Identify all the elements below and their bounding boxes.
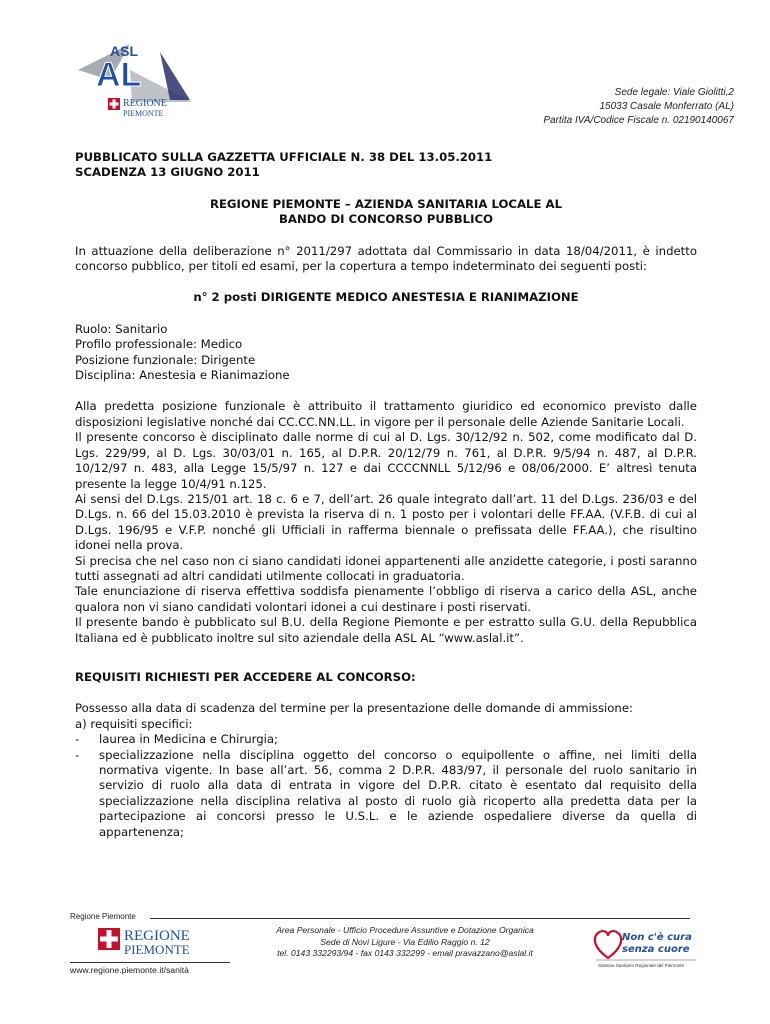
regione-piemonte-logo — [96, 924, 210, 958]
title-line-1: REGIONE PIEMONTE – AZIENDA SANITARIA LOCALE AL — [209, 196, 563, 211]
svg-text:Sistema Sanitario Regionale de: Sistema Sanitario Regionale del Piemonte — [598, 963, 685, 968]
publication-gazzetta: PUBBLICATO SULLA GAZZETTA UFFICIALE N. 38 DEL 13.05.2011 — [75, 150, 493, 164]
body-paragraph-4: Si precisa che nel caso non ci siano candidati idonei appartenenti alle anzidette categorie, i posti saranno tutti assegnati ad altri candidati utilmente collocati in graduatoria. — [75, 553, 697, 583]
sede-legale — [434, 86, 734, 128]
svg-text:PIEMONTE: PIEMONTE — [123, 109, 164, 118]
footer-address: Sede di Novi Ligure - Via Edilio Raggio n. 12 — [320, 936, 490, 947]
footer-url: www.regione.piemonte.it/sanità — [70, 962, 230, 975]
svg-text:senza cuore: senza cuore — [622, 944, 690, 955]
heart-icon — [595, 931, 621, 958]
sede-partita-iva: Partita IVA/Codice Fiscale n. 02190140067 — [543, 115, 734, 126]
svg-text:PIEMONTE: PIEMONTE — [124, 942, 190, 957]
body-paragraph-3: Ai sensi del D.Lgs. 215/01 art. 18 c. 6 e 7, dell’art. 26 quale integrato dall’art. 11 del D.Lgs. 236/03 e del D.Lgs. n. 66 del 15.03.2010 è prevista la riserva di n. 1 posto per i volontari delle FF.AA. (V.F.B. di cui al D.Lgs. 196/95 e V.F.P. nonché gli Ufficiali in rafferma biennale o prefissata delle FF.AA.), che risultino idonei nella prova. — [75, 491, 697, 553]
footer-contacts — [230, 925, 580, 960]
role-posizione: Posizione funzionale: Dirigente — [75, 352, 256, 367]
footer-office: Area Personale - Ufficio Procedure Assuntive e Dotazione Organica — [276, 925, 534, 935]
list-item: - laurea in Medicina e Chirurgia; — [75, 732, 697, 747]
body-paragraph-1: Alla predetta posizione funzionale è attribuito il trattamento giuridico ed economico previsto dalle disposizioni legislative nonché dai CC.CC.NN.LL. in vigore per il personale delle Aziende Sanitarie Locali. — [75, 399, 697, 429]
posts-title: n° 2 posti DIRIGENTE MEDICO ANESTESIA E RIANIMAZIONE — [193, 290, 579, 305]
role-profilo: Profilo professionale: Medico — [75, 337, 243, 352]
heart-slogan-logo — [590, 924, 700, 970]
sede-city: 15033 Casale Monferrato (AL) — [599, 101, 734, 112]
role-disciplina: Disciplina: Anestesia e Rianimazione — [75, 368, 290, 383]
requirements-heading: REQUISITI RICHIESTI PER ACCEDERE AL CONCORSO: — [75, 669, 416, 684]
svg-text:AL: AL — [96, 56, 142, 94]
body-paragraph-6: Il presente bando è pubblicato sul B.U. della Regione Piemonte e per estratto sulla G.U. della Repubblica Italiana ed è pubblicato inoltre sul sito aziendale della ASL AL “www.aslal.it”. — [75, 615, 697, 645]
publication-deadline: SCADENZA 13 GIUGNO 2011 — [75, 165, 260, 180]
requirements-sub-a: a) requisiti specifici: — [75, 716, 193, 731]
sede-address: Sede legale: Viale Giolitti,2 — [614, 87, 734, 98]
svg-text:ASL: ASL — [110, 43, 138, 59]
svg-text:Non c'è cura: Non c'è cura — [622, 932, 692, 943]
body-paragraph-5: Tale enunciazione di riserva effettiva soddisfa pienamente l’obbligo di riserva a carico della ASL, anche qualora non vi siano candidati volontari idonei a cui destinare i posti riservati. — [75, 584, 697, 614]
intro-paragraph: In attuazione della deliberazione n° 2011/297 adottata dal Commissario in data 18/04/2011, è indetto concorso pubblico, per titoli ed esami, per la copertura a tempo indeterminato dei seguenti posti: — [75, 243, 697, 274]
requirements-intro: Possesso alla data di scadenza del termine per la presentazione delle domande di ammissione: — [75, 701, 633, 716]
publication-info — [75, 150, 697, 181]
document-body — [75, 150, 697, 840]
asl-al-logo — [70, 40, 200, 122]
role-details — [75, 322, 697, 384]
document-title — [75, 197, 697, 228]
footer-regione-label: Regione Piemonte — [70, 912, 136, 921]
list-item: - specializzazione nella disciplina oggetto del concorso o equipollente o affine, nei limiti della normativa vigente. In base all’art. 56, comma 2 D.P.R. 483/97, il personale del ruolo sanitario in servizio di ruolo alla data di entrata in vigore del D.P.R. citato è esentato dal requisito della specializzazione nella disciplina relativa al posto di ruolo già ricoperto alla predetta data per la partecipazione ai concorsi presso le U.S.L. e le aziende ospedaliere diverse da quella di appartenenza; — [75, 748, 697, 840]
footer-phone-email: tel. 0143 332293/94 - fax 0143 332299 - email pravazzano@aslal.it — [277, 948, 533, 958]
requirements-list — [75, 732, 697, 840]
role-ruolo: Ruolo: Sanitario — [75, 321, 168, 336]
body-paragraph-2: Il presente concorso è disciplinato dalle norme di cui al D. Lgs. 30/12/92 n. 502, come modificato dal D. Lgs. 229/99, al D. Lgs. 30/03/01 n. 165, al D.P.R. 20/12/79 n. 761, al D.P.R. 9/5/94 n. 487, al D.P.R. 10/12/97 n. 483, alla Legge 15/5/97 n. 127 e dai CCCCNNLL 5/12/96 e 08/06/2000. E’ altresì tenuta presente la legge 10/4/91 n.125. — [75, 430, 697, 491]
title-line-2: BANDO DI CONCORSO PUBBLICO — [279, 212, 493, 227]
svg-text:REGIONE: REGIONE — [123, 98, 167, 109]
svg-text:REGIONE: REGIONE — [124, 928, 190, 944]
footer-divider — [150, 918, 690, 919]
